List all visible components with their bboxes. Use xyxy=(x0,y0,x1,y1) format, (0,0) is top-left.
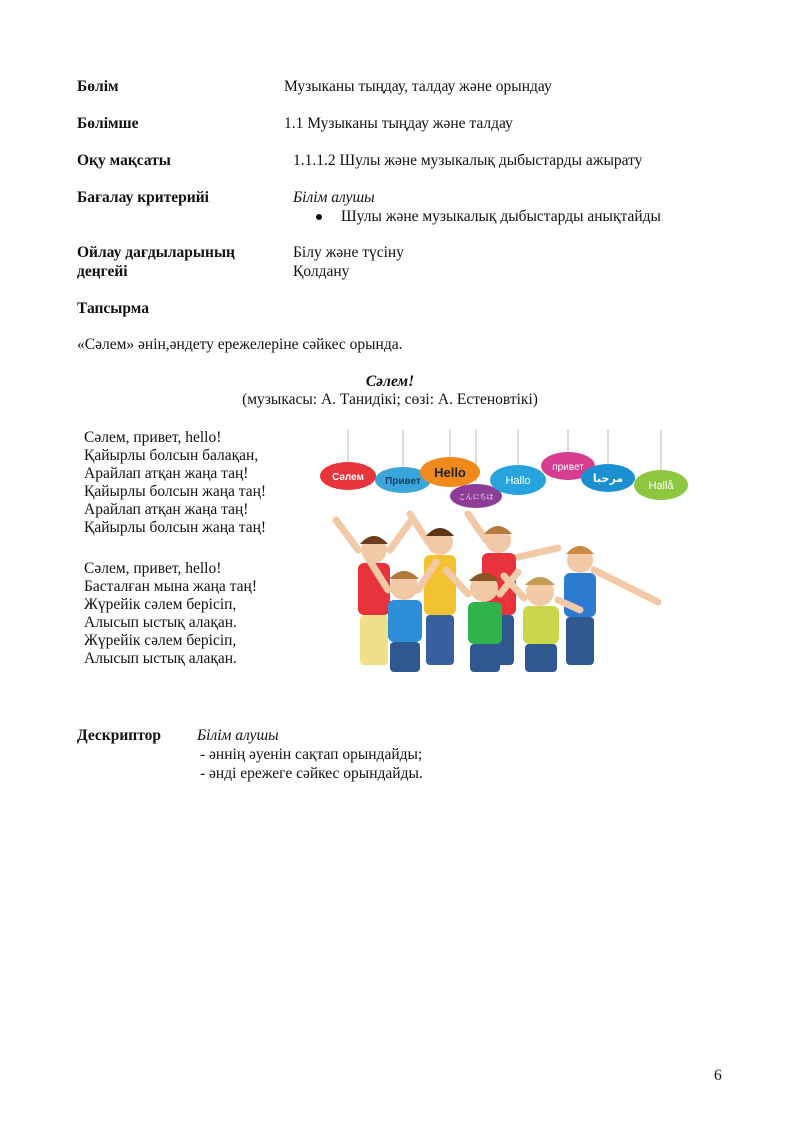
bubble-label: Привет xyxy=(385,476,421,487)
bubble-hello xyxy=(420,457,480,487)
lyric-line: Басталған мына жаңа таң! xyxy=(84,578,257,595)
lyric-line: Арайлап атқан жаңа таң! xyxy=(84,501,249,518)
bubble-label: Hallå xyxy=(648,480,674,492)
lyric-line: Сәлем, привет, hello! xyxy=(84,429,222,446)
lyric-line: Арайлап атқан жаңа таң! xyxy=(84,465,249,482)
criteria-label: Бағалау критерийі xyxy=(77,189,209,206)
bubble-label: こんにちは xyxy=(458,494,494,501)
subsection-label: Бөлімше xyxy=(77,115,139,132)
task-heading: Тапсырма xyxy=(77,300,149,317)
song-credits: (музыкасы: А. Танидікі; сөзі: А. Естеновтікі) xyxy=(242,391,538,408)
lyric-line: Сәлем, привет, hello! xyxy=(84,560,222,577)
bubble-label: Hello xyxy=(434,465,466,480)
greeting-children-illustration xyxy=(318,430,698,675)
thinking-label-line1: Ойлау дағдыларының xyxy=(77,244,235,261)
learning-goal-value: 1.1.1.2 Шулы және музыкалық дыбыстарды ажырату xyxy=(293,152,643,169)
criteria-bullet-text: Шулы және музыкалық дыбыстарды анықтайды xyxy=(341,208,661,225)
criteria-learner: Білім алушы xyxy=(293,189,375,206)
lyric-line: Алысып ыстық алақан. xyxy=(84,650,237,667)
song-title: Сәлем! xyxy=(365,373,415,390)
descriptor-label: Дескриптор xyxy=(77,727,161,744)
children-group xyxy=(336,514,658,672)
bubble-label: مرحبا xyxy=(592,473,624,485)
bubble-halla xyxy=(634,470,688,500)
bubble-label: Hallo xyxy=(505,475,531,487)
lyric-line: Жүрейік сәлем берісіп, xyxy=(84,596,237,613)
bubble-label: привет xyxy=(552,462,584,473)
lyric-line: Қайырлы болсын жаңа таң! xyxy=(84,483,267,500)
page-number: 6 xyxy=(714,1067,722,1084)
descriptor-learner: Білім алушы xyxy=(197,727,279,744)
thinking-label-line2: деңгейі xyxy=(77,263,128,280)
learning-goal-label: Оқу мақсаты xyxy=(77,152,171,169)
thinking-value-line2: Қолдану xyxy=(293,263,350,280)
bubble-hallo xyxy=(490,465,546,495)
lyric-line: Жүрейік сәлем берісіп, xyxy=(84,632,237,649)
bullet-icon xyxy=(316,214,322,220)
section-value: Музыканы тыңдау, талдау және орындау xyxy=(284,78,552,95)
subsection-value: 1.1 Музыканы тыңдау және талдау xyxy=(284,115,513,132)
section-label: Бөлім xyxy=(77,78,119,95)
descriptor-item: - әнді ережеге сәйкес орындайды. xyxy=(200,765,423,782)
bubble-salem xyxy=(320,462,376,490)
lyric-line: Қайырлы болсын жаңа таң! xyxy=(84,519,267,536)
verse-2 xyxy=(84,560,257,668)
descriptor-item: - әннің әуенін сақтап орындайды; xyxy=(200,746,423,763)
bubble-marhaba xyxy=(581,464,635,492)
bubble-label: Сәлем xyxy=(332,472,364,483)
verse-1 xyxy=(84,429,266,537)
lyric-line: Алысып ыстық алақан. xyxy=(84,614,237,631)
thinking-value-line1: Білу және түсіну xyxy=(293,244,404,261)
lyric-line: Қайырлы болсын балақан, xyxy=(84,447,259,464)
task-text: «Сәлем» әнін,әндету ережелеріне сәйкес орында. xyxy=(77,336,403,353)
